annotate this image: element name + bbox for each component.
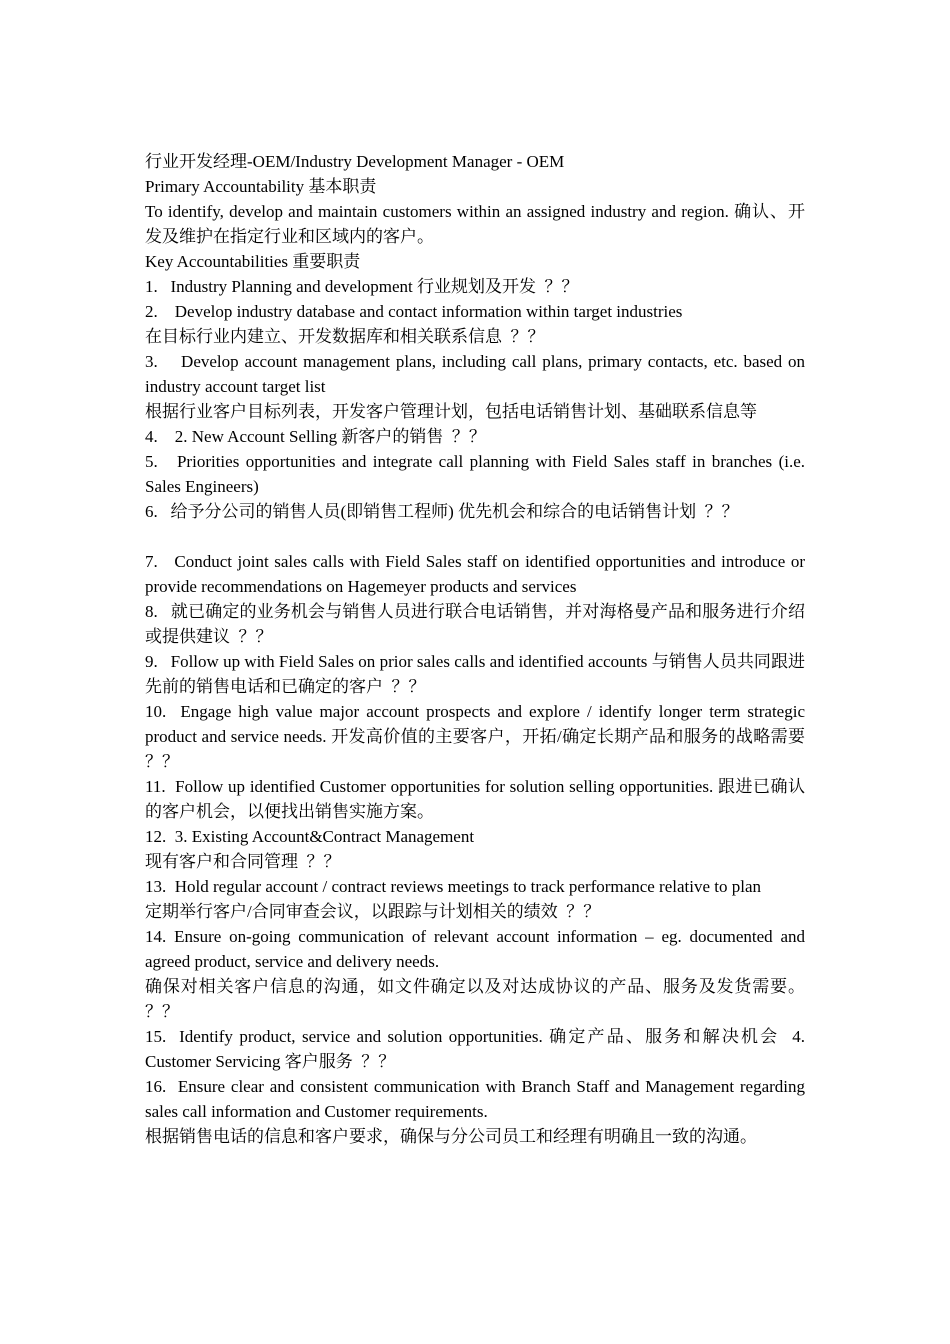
list-item-16-translation: 根据销售电话的信息和客户要求，确保与分公司员工和经理有明确且一致的沟通。 [145, 1127, 757, 1146]
list-item-11: 11. Follow up identified Customer opportunities for solution selling opportunities. 跟进已确认的客户机会，以便找出销售实施方案。 [145, 777, 805, 821]
list-item-1: 1. Industry Planning and development 行业规划及开发 ？？ [145, 277, 579, 296]
list-item-2-translation: 在目标行业内建立、开发数据库和相关联系信息 ？？ [145, 327, 545, 346]
list-item-5: 5. Priorities opportunities and integrate call planning with Field Sales staff in branches (i.e. Sales Engineers) [145, 452, 810, 496]
section-heading-key-accountabilities: Key Accountabilities 重要职责 [145, 252, 361, 271]
list-item-12: 12. 3. Existing Account&Contract Management [145, 827, 475, 846]
document-body [145, 149, 814, 1149]
list-item-7: 7. Conduct joint sales calls with Field Sales staff on identified opportunities and introduce or provide recommendations on Hagemeyer products and services [145, 552, 810, 596]
list-item-8: 8. 就已确定的业务机会与销售人员进行联合电话销售，并对海格曼产品和服务进行介绍或提供建议 ？？ [145, 602, 805, 646]
list-item-16: 16. Ensure clear and consistent communication with Branch Staff and Management regarding sales call information and Customer requirements. [145, 1077, 810, 1121]
document-title: 行业开发经理-OEM/Industry Development Manager - OEM [145, 152, 565, 171]
list-item-13-translation: 定期举行客户/合同审查会议，以跟踪与计划相关的绩效 ？？ [145, 902, 601, 921]
list-item-3-translation: 根据行业客户目标列表，开发客户管理计划，包括电话销售计划、基础联系信息等 [145, 402, 757, 421]
section-heading-primary-accountability: Primary Accountability 基本职责 [145, 177, 377, 196]
list-item-2: 2. Develop industry database and contact information within target industries [145, 302, 683, 321]
list-item-9: 9. Follow up with Field Sales on prior sales calls and identified accounts 与销售人员共同跟进先前的销售电话和已确定的客户 ？？ [145, 652, 805, 696]
list-item-10: 10. Engage high value major account prospects and explore / identify longer term strategic product and service needs. 开发高价值的主要客户，开拓/确定长期产品和服务的战略需要 ？？ [145, 702, 814, 771]
list-item-15: 15. Identify product, service and solution opportunities. 确定产品、服务和解决机会 4. Customer Servicing 客户服务 ？？ [145, 1027, 810, 1071]
list-item-14-translation: 确保对相关客户信息的沟通，如文件确定以及对达成协议的产品、服务及发货需要。 ？？ [145, 977, 805, 1021]
list-item-13: 13. Hold regular account / contract reviews meetings to track performance relative to plan [145, 877, 762, 896]
list-item-6: 6. 给予分公司的销售人员(即销售工程师) 优先机会和综合的电话销售计划 ？？ [145, 502, 739, 521]
list-item-12-translation: 现有客户和合同管理 ？？ [145, 852, 341, 871]
list-item-14: 14. Ensure on-going communication of relevant account information – eg. documented and agreed product, service and delivery needs. [145, 927, 805, 971]
list-item-4: 4. 2. New Account Selling 新客户的销售 ？？ [145, 427, 486, 446]
paragraph-primary-accountability: To identify, develop and maintain customers within an assigned industry and region. 确认、开发及维护在指定行业和区域内的客户。 [145, 202, 805, 246]
list-item-3: 3. Develop account management plans, including call plans, primary contacts, etc. based on industry account target list [145, 352, 810, 396]
blank-line [145, 524, 805, 549]
